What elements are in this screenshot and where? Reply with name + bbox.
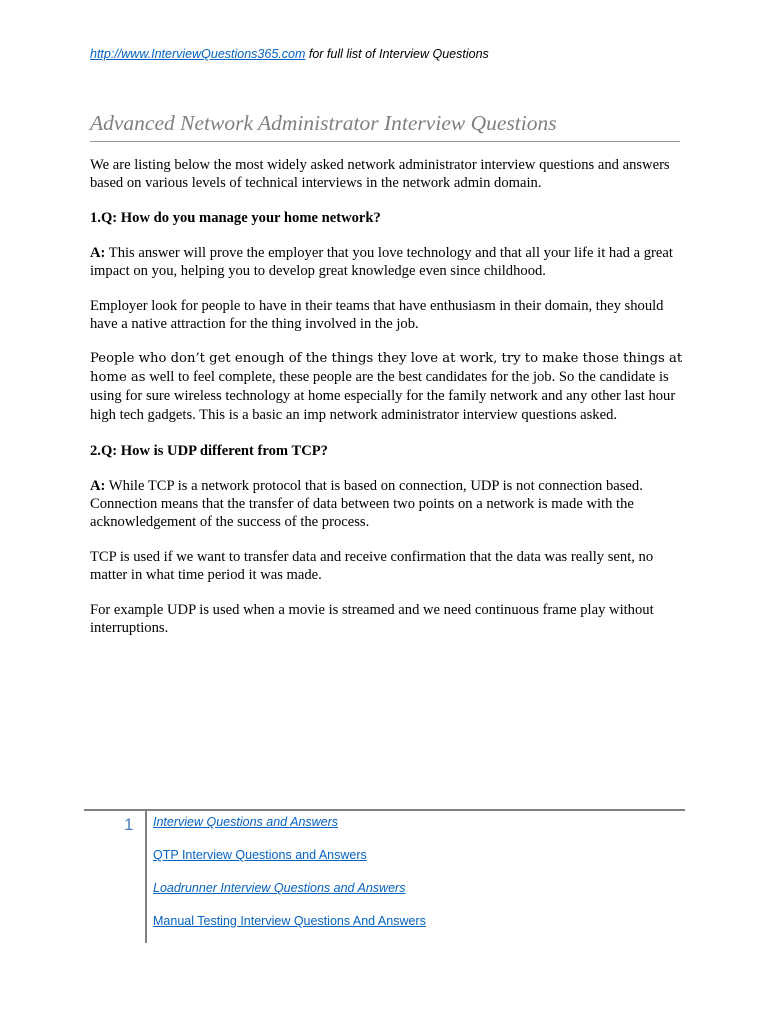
header-suffix: for full list of Interview Questions (305, 47, 489, 61)
site-link[interactable]: http://www.InterviewQuestions365.com (90, 47, 306, 61)
answer-1-paragraph-1 (90, 244, 688, 280)
footer-link-qtp[interactable]: QTP Interview Questions and Answers (153, 848, 367, 862)
question-1: 1.Q: How do you manage your home network? (90, 210, 381, 226)
footer-links (153, 815, 426, 947)
answer-1-p3-lead: People who don’t get enough of the things they love at work, try to make those things at home as (90, 351, 683, 385)
footer-link-interview-questions[interactable]: Interview Questions and Answers (153, 815, 339, 829)
answer-1-text: This answer will prove the employer that you love technology and that all your life it had a great impact on you, helping you to develop great knowledge even since childhood. (90, 245, 673, 279)
answer-label: A: (90, 245, 106, 261)
document-body (90, 156, 688, 654)
answer-2-paragraph-2: TCP is used if we want to transfer data and receive confirmation that the data was really sent, no matter in what time period it was made. (90, 549, 654, 583)
header-line (90, 47, 489, 61)
intro-paragraph: We are listing below the most widely asked network administrator interview questions and answers based on various levels of technical interviews in the network admin domain. (90, 157, 670, 191)
answer-1-paragraph-3 (90, 350, 688, 425)
document-title: Advanced Network Administrator Interview Questions (90, 111, 680, 142)
footer-link-loadrunner[interactable]: Loadrunner Interview Questions and Answers (153, 881, 406, 895)
answer-1-p3-rest: well to feel complete, these people are the best candidates for the job. So the candidate is using for sure wireless technology at home especially for the family network and any other last hour high tech gadgets. This is a basic an imp network administrator interview questions asked. (90, 369, 676, 423)
footer-divider (84, 809, 685, 811)
answer-1-paragraph-2: Employer look for people to have in their teams that have enthusiasm in their domain, they should have a native attraction for the thing involved in the job. (90, 298, 664, 332)
footer-link-manual-testing[interactable]: Manual Testing Interview Questions And Answers (153, 914, 426, 928)
answer-label: A: (90, 478, 106, 494)
question-2: 2.Q: How is UDP different from TCP? (90, 443, 328, 459)
page-number: 1 (124, 815, 134, 834)
answer-2-text: While TCP is a network protocol that is based on connection, UDP is not connection based. Connection means that the transfer of data between two points on a network is made with the acknowledgement of the success of the process. (90, 478, 643, 530)
answer-2-paragraph-1 (90, 477, 688, 531)
answer-2-paragraph-3: For example UDP is used when a movie is streamed and we need continuous frame play without interruptions. (90, 602, 654, 636)
footer-vertical-divider (145, 811, 147, 943)
